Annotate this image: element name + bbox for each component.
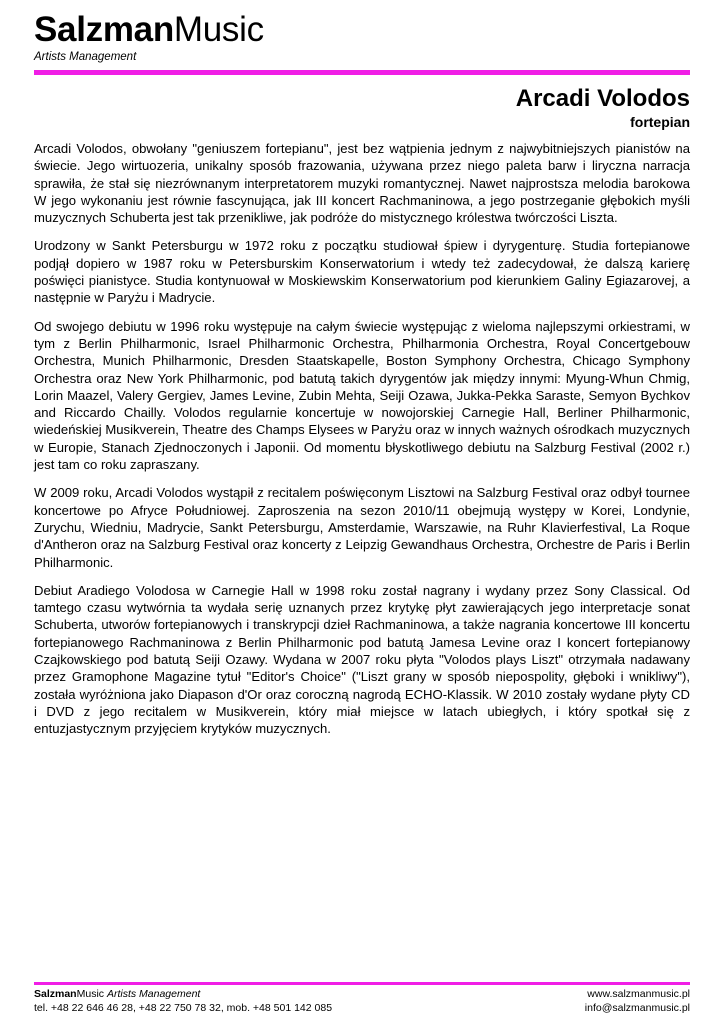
footer-online	[585, 988, 690, 1015]
tagline: Artists Management	[34, 51, 137, 63]
paragraph: Debiut Aradiego Volodosa w Carnegie Hall w 1998 roku został nagrany i wydany przez Sony Classical. Od tamtego czasu wytwórnia ta wydała serię uznanych przez krytykę płyt zawierających jego interpretacje sonat Schuberta, utworów fortepianowych i transkrypcji dzieł Rachmaninowa, a także nagrania koncertowe III koncertu fortepianowego Rachmaninowa z Berlin Philharmonic pod batutą Jamesa Levine oraz I koncert fortepianowy Czajkowskiego pod batutą Seiji Ozawy. Wydana w 2007 roku płyta "Volodos plays Liszt" otrzymała nadawany przez Gramophone Magazine tytuł "Editor's Choice" ("Liszt grany w sposób niepospolity, głęboki i wnikliwy"), została wyróżniona jako Diapason d'Or oraz coroczną nagrodą ECHO-Klassik. W 2010 zostały wydane płyty CD i DVD z jego recitalem w Musikverein, który miał miejsce w latach ubiegłych, i który spotkał się z entuzjastycznym przyjęciem krytyków muzycznych.	[34, 582, 690, 737]
footer-phones: tel. +48 22 646 46 28, +48 22 750 78 32, mob. +48 501 142 085	[34, 1001, 333, 1014]
top-divider	[34, 70, 690, 75]
paragraph: Od swojego debiutu w 1996 roku występuje na całym świecie występując z wieloma najlepszymi orkiestrami, w tym z Berlin Philharmonic, Israel Philharmonic Orchestra, Philharmonia Orchestra, Royal Concertgebouw Orchestra, Munich Philharmonic, Dresden Staatskapelle, Boston Symphony Orchestra, Chicago Symphony Orchestra oraz New York Philharmonic, pod batutą takich dyrygentów jak między innymi: Myung-Whun Chmig, Lorin Maazel, Valery Gergiev, James Levine, Zubin Mehta, Seiji Ozawa, Jukka-Pekka Saraste, Semyon Bychkov and Riccardo Chailly. Volodos regularnie koncertuje w nowojorskiej Carnegie Hall, Berliner Philharmonic, wiedeńskiej Musikverein, Theatre des Champs Elysees w Paryżu oraz w innych ważnych ośrodkach muzycznych w Europie, Stanach Zjednoczonych i Japonii. Od momentu błyskotliwego debiutu na Salzburg Festival (2002 r.) jest tam co roku zapraszany.	[34, 318, 690, 473]
artist-instrument: fortepian	[630, 114, 690, 130]
footer-brand-light: Music	[76, 988, 105, 1000]
footer-brand-italic: Artists Management	[106, 988, 201, 1000]
artist-heading	[516, 84, 690, 131]
logo	[34, 10, 264, 50]
paragraph: Arcadi Volodos, obwołany "geniuszem fortepianu", jest bez wątpienia jednym z najwybitniejszych pianistów na świecie. Jego wirtuozeria, unikalny sposób frazowania, używana przez niego paleta barw i liryczna narracja sprawiła, że stał się niezrównanym interpretatorem muzyki romantycznej. Nawet najprostsza melodia barokowa W jego wykonaniu jest równie fascynująca, jak III koncert Rachmaninowa, a jego postrzeganie głębokich myśli muzycznych Schuberta jest tak przenikliwe, jak podróże do mistycznego królestwa twórczości Liszta.	[34, 141, 690, 226]
logo-bold: Salzman	[34, 10, 174, 49]
paragraph: W 2009 roku, Arcadi Volodos wystąpił z recitalem poświęconym Lisztowi na Salzburg Festival oraz odbył tournee koncertowe po Afryce Południowej. Zaproszenia na sezon 2010/11 obejmują występy w Korei, Londynie, Zurychu, Wiedniu, Madrycie, Sankt Petersburgu, Amsterdamie, Warszawie, na Ruhr Klavierfestival, La Roque d'Antheron oraz na Salzburg Festival oraz koncerty z Leipzig Gewandhaus Orchestra, Orchestre de Paris i Berlin Philharmonic.	[34, 485, 690, 570]
paragraph: Urodzony w Sankt Petersburgu w 1972 roku z początku studiował śpiew i dyrygenturę. Studia fortepianowe podjął dopiero w 1987 roku w Petersburskim Konserwatorium i wtedy też zadecydował, że dalszą karierę poświęci pianistyce. Studia kontynuował w Moskiewskim Konserwatorium pod kierunkiem Galiny Egiazarovej, a następnie w Paryżu i Madrycie.	[34, 238, 690, 306]
logo-light: Music	[173, 10, 264, 49]
biography	[34, 140, 690, 749]
footer-website-link[interactable]: www.salzmanmusic.pl	[587, 988, 690, 1000]
footer-contact	[34, 988, 332, 1015]
header	[34, 10, 264, 63]
footer	[34, 988, 690, 1015]
footer-email-link[interactable]: info@salzmanmusic.pl	[584, 1001, 690, 1014]
footer-brand-bold: Salzman	[34, 988, 77, 1000]
artist-name: Arcadi Volodos	[515, 85, 690, 112]
footer-brand	[34, 988, 332, 1002]
bottom-divider	[34, 982, 690, 985]
